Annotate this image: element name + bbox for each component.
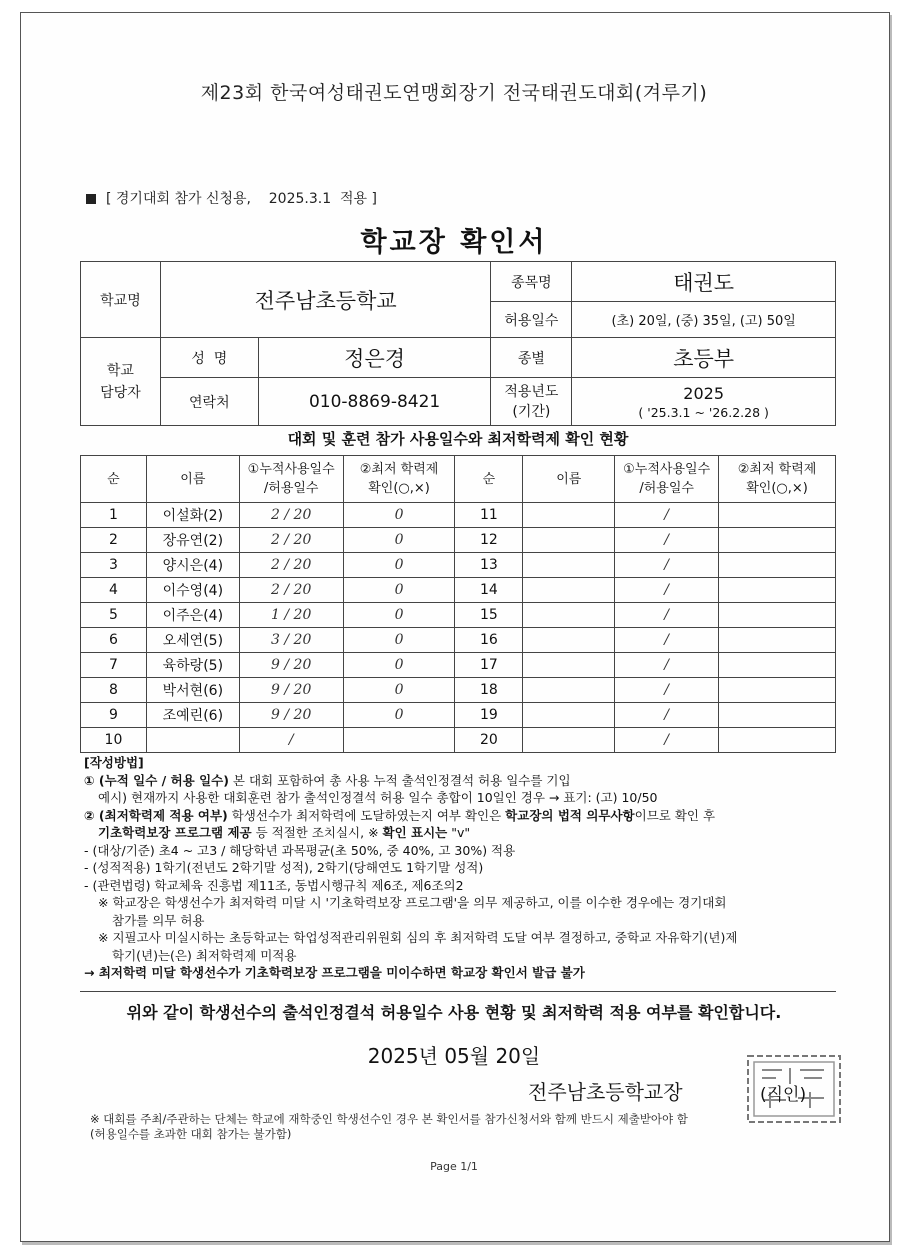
col-header-check: ②최저 학력제 확인(○,×) <box>719 456 836 503</box>
allowed-days-value: (초) 20일, (중) 35일, (고) 50일 <box>572 302 836 338</box>
table-row <box>81 728 836 753</box>
table-row <box>81 653 836 678</box>
confirmation-statement: 위와 같이 학생선수의 출석인정결석 허용일수 사용 현황 및 최저학력 적용 여부를 확인합니다. <box>126 1003 782 1022</box>
student-name <box>146 728 239 753</box>
student-name <box>523 603 615 628</box>
col-header-days: ①누적사용일수 /허용일수 <box>615 456 719 503</box>
col-header-name: 이름 <box>146 456 239 503</box>
name-label: 성 명 <box>160 338 258 378</box>
student-name: 박서현(6) <box>146 678 239 703</box>
col-header-no: 순 <box>455 456 523 503</box>
note2-line2-bold2: 확인 표시는 <box>382 825 448 840</box>
student-name <box>523 703 615 728</box>
min-academic-check <box>719 503 836 528</box>
contact-label: 연락처 <box>160 378 258 426</box>
table-row <box>81 703 836 728</box>
note1-text: 본 대회 포함하여 총 사용 누적 출석인정결석 허용 일수를 기입 <box>228 772 571 788</box>
row-number: 4 <box>81 578 147 603</box>
page-number: Page 1/1 <box>430 1160 478 1173</box>
special-note-1b: 참가를 의무 허용 <box>112 912 205 928</box>
student-name: 이주은(4) <box>146 603 239 628</box>
min-academic-check: 0 <box>343 678 455 703</box>
days-used: 1 / 20 <box>239 603 343 628</box>
year-label: 적용년도 (기간) <box>491 378 572 426</box>
min-academic-check <box>719 603 836 628</box>
min-academic-check <box>343 728 455 753</box>
row-number: 1 <box>81 503 147 528</box>
days-used: / <box>239 728 343 753</box>
contact-value: 010-8869-8421 <box>258 378 491 426</box>
days-used: / <box>615 703 719 728</box>
min-academic-check <box>719 703 836 728</box>
principal-signature: 전주남초등학교장 <box>528 1080 683 1104</box>
days-used: / <box>615 603 719 628</box>
student-name: 양시은(4) <box>146 553 239 578</box>
student-name <box>523 503 615 528</box>
row-number: 16 <box>455 628 523 653</box>
school-label: 학교명 <box>81 262 161 338</box>
detail-law: - (관련법령) 학교체육 진흥법 제11조, 동법시행규칙 제6조, 제6조의2 <box>84 877 464 893</box>
col-header-days: ①누적사용일수 /허용일수 <box>239 456 343 503</box>
student-name: 이수영(4) <box>146 578 239 603</box>
table-row <box>81 678 836 703</box>
min-academic-check: 0 <box>343 603 455 628</box>
row-number: 11 <box>455 503 523 528</box>
table-row <box>81 528 836 553</box>
special-note-1: ※ 학교장은 학생선수가 최저학력 미달 시 '기초학력보장 프로그램'을 의무 제공하고, 이를 이수한 경우에는 경기대회 <box>98 895 727 910</box>
row-number: 3 <box>81 553 147 578</box>
row-number: 19 <box>455 703 523 728</box>
table-row <box>81 578 836 603</box>
form-tag-text: [ 경기대회 참가 신청용, 2025.3.1 적용 ] <box>106 191 377 207</box>
event-title: 제23회 한국여성태권도연맹회장기 전국태권도대회(겨루기) <box>200 82 708 104</box>
col-header-name: 이름 <box>523 456 615 503</box>
manager-label: 학교 담당자 <box>81 338 161 426</box>
days-used: / <box>615 553 719 578</box>
min-academic-check: 0 <box>343 653 455 678</box>
name-value: 정은경 <box>258 338 491 378</box>
student-name <box>523 578 615 603</box>
row-number: 5 <box>81 603 147 628</box>
days-used: 2 / 20 <box>239 503 343 528</box>
row-number: 15 <box>455 603 523 628</box>
min-academic-check <box>719 553 836 578</box>
min-academic-check <box>719 578 836 603</box>
student-name: 오세연(5) <box>146 628 239 653</box>
min-academic-check: 0 <box>343 528 455 553</box>
year-cell <box>572 378 836 426</box>
student-name <box>523 728 615 753</box>
row-number: 13 <box>455 553 523 578</box>
note1-title: ① (누적 일수 / 허용 일수) <box>84 772 229 788</box>
min-academic-check: 0 <box>343 553 455 578</box>
student-name: 장유연(2) <box>146 528 239 553</box>
row-number: 7 <box>81 653 147 678</box>
note2-line2-bold: 기초학력보장 프로그램 제공 <box>98 825 252 840</box>
year-period: ( '25.3.1 ~ '26.2.28 ) <box>638 404 769 420</box>
note2-title: ② (최저학력제 적용 여부) <box>84 807 228 823</box>
year-value: 2025 <box>683 383 725 403</box>
student-name: 조예린(6) <box>146 703 239 728</box>
divider <box>80 991 836 992</box>
special-note-2: ※ 지필고사 미실시하는 초등학교는 학업성적관리위원회 심의 후 최저학력 도달 여부 결정하고, 중학교 자유학기(년)제 <box>98 930 738 945</box>
category-label: 종별 <box>491 338 572 378</box>
student-name <box>523 553 615 578</box>
row-number: 8 <box>81 678 147 703</box>
issue-date: 2025년 05월 20일 <box>367 1044 541 1068</box>
days-used: 3 / 20 <box>239 628 343 653</box>
days-used: 2 / 20 <box>239 528 343 553</box>
square-bullet-icon <box>86 194 96 204</box>
sport-label: 종목명 <box>491 262 572 302</box>
min-academic-check: 0 <box>343 578 455 603</box>
row-number: 6 <box>81 628 147 653</box>
row-number: 18 <box>455 678 523 703</box>
row-number: 10 <box>81 728 147 753</box>
min-academic-check <box>719 728 836 753</box>
row-number: 17 <box>455 653 523 678</box>
footnote: ※ 대회를 주최/주관하는 단체는 학교에 재학중인 학생선수인 경우 본 확인서를 참가신청서와 함께 반드시 제출받아야 함 (허용일수를 초과한 대회 참가는 불가함) <box>90 1112 688 1141</box>
days-used: 2 / 20 <box>239 578 343 603</box>
days-used: / <box>615 678 719 703</box>
days-used: / <box>615 503 719 528</box>
table-row <box>81 603 836 628</box>
col-header-check: ②최저 학력제 확인(○,×) <box>343 456 455 503</box>
days-used: / <box>615 653 719 678</box>
school-value: 전주남초등학교 <box>160 262 491 338</box>
notes-heading: [작성방법] <box>84 755 144 770</box>
note2-line2-text: 등 적절한 조치실시, ※ <box>251 825 383 840</box>
table-row <box>81 553 836 578</box>
col-header-no: 순 <box>81 456 147 503</box>
roster-title: 대회 및 훈련 참가 사용일수와 최저학력제 확인 현황 <box>287 430 629 448</box>
row-number: 2 <box>81 528 147 553</box>
student-name: 육하랑(5) <box>146 653 239 678</box>
days-used: / <box>615 528 719 553</box>
special-note-2b: 학기(년)는(은) 최저학력제 미적용 <box>112 947 297 963</box>
min-academic-check: 0 <box>343 703 455 728</box>
min-academic-check <box>719 528 836 553</box>
row-number: 20 <box>455 728 523 753</box>
note2-text: 학생선수가 최저학력에 도달하였는지 여부 확인은 <box>227 807 506 823</box>
student-name <box>523 528 615 553</box>
student-name <box>523 678 615 703</box>
days-used: 9 / 20 <box>239 678 343 703</box>
allowed-days-label: 허용일수 <box>491 302 572 338</box>
detail-grades: - (성적적용) 1학기(전년도 2학기말 성적), 2학기(당해연도 1학기말 성적) <box>84 860 484 875</box>
min-academic-check <box>719 678 836 703</box>
days-used: 2 / 20 <box>239 553 343 578</box>
seal-label: (직인) <box>760 1085 807 1105</box>
min-academic-check <box>719 653 836 678</box>
info-table <box>80 261 836 426</box>
sport-value: 태권도 <box>572 262 836 302</box>
note2-emphasis: 학교장의 법적 의무사항 <box>505 807 635 823</box>
row-number: 14 <box>455 578 523 603</box>
student-name: 이설화(2) <box>146 503 239 528</box>
days-used: / <box>615 628 719 653</box>
min-academic-check: 0 <box>343 628 455 653</box>
arrow-note: → 최저학력 미달 학생선수가 기초학력보장 프로그램을 미이수하면 학교장 확인서 발급 불가 <box>84 965 585 980</box>
student-name <box>523 653 615 678</box>
min-academic-check <box>719 628 836 653</box>
min-academic-check: 0 <box>343 503 455 528</box>
row-number: 12 <box>455 528 523 553</box>
instructions <box>84 754 844 982</box>
form-tag <box>86 188 377 208</box>
category-value: 초등부 <box>572 338 836 378</box>
student-name <box>523 628 615 653</box>
days-used: 9 / 20 <box>239 653 343 678</box>
days-used: / <box>615 728 719 753</box>
note2-line2-text2: "v" <box>447 825 471 840</box>
note2-text2: 이므로 확인 후 <box>634 807 716 823</box>
days-used: 9 / 20 <box>239 703 343 728</box>
row-number: 9 <box>81 703 147 728</box>
note1-example: 예시) 현재까지 사용한 대회훈련 참가 출석인정결석 허용 일수 총합이 10일인 경우 → 표기: (고) 10/50 <box>98 790 658 805</box>
document-title: 학교장 확인서 <box>360 227 548 258</box>
detail-target: - (대상/기준) 초4 ~ 고3 / 해당학년 과목평균(초 50%, 중 40%, 고 30%) 적용 <box>84 842 516 858</box>
table-row <box>81 503 836 528</box>
days-used: / <box>615 578 719 603</box>
table-row <box>81 628 836 653</box>
roster-table <box>80 455 836 753</box>
